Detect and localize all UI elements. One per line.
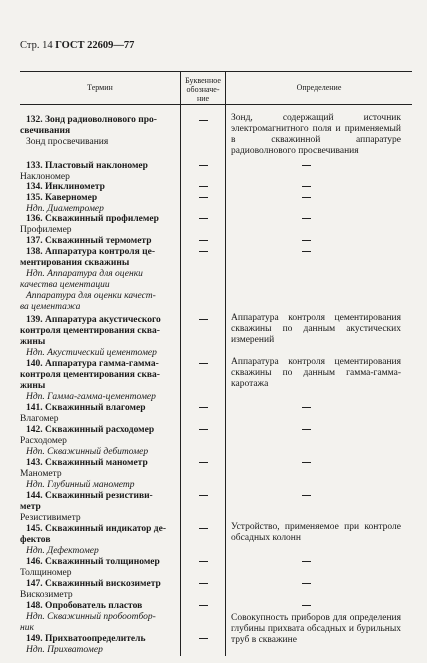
table-top-border (20, 71, 412, 72)
standard-code: ГОСТ 22609—77 (55, 40, 135, 51)
term-title: 147. Скважинный вискозиметр (26, 579, 161, 589)
letter-dash (199, 363, 208, 364)
letter-dash (199, 407, 208, 408)
term-deprecated: ник (20, 623, 34, 633)
term-title: 134. Инклинометр (26, 182, 105, 192)
term-title: 149. Прихватоопределитель (26, 634, 146, 644)
term-synonym: Зонд просвечивания (26, 137, 109, 147)
term-synonym: Манометр (20, 469, 62, 479)
definition-dash (302, 251, 311, 252)
term-synonym: Толщиномер (20, 568, 72, 578)
term-title: 137. Скважинный термометр (26, 236, 152, 246)
column-divider-left (180, 71, 181, 656)
definition-dash (302, 186, 311, 187)
definition-dash (302, 218, 311, 219)
term-deprecated: Ндп. Аппаратура для оценки (26, 269, 143, 279)
column-header-letter-line: Буквенное (185, 76, 221, 85)
term-title: свечивания (20, 126, 71, 136)
letter-dash (199, 583, 208, 584)
column-header-letter-line: обозначе- (186, 85, 220, 94)
table-header-border (20, 104, 412, 105)
letter-dash (199, 638, 208, 639)
term-title: фектов (20, 535, 51, 545)
term-deprecated: Ндп. Акустический цементомер (26, 348, 157, 358)
term-deprecated: Ндп. Гамма-гамма-цементомер (26, 392, 156, 402)
term-deprecated: качества цементации (20, 280, 110, 290)
definition-text: Аппаратура контроля цементирования скважины по данным акустических измерений (231, 313, 401, 345)
term-synonym: Профилемер (20, 225, 72, 235)
term-title: 144. Скважинный резистиви- (26, 491, 153, 501)
definition-dash (302, 197, 311, 198)
letter-dash (199, 218, 208, 219)
column-divider-right (225, 71, 226, 656)
term-deprecated: Ндп. Дефектомер (26, 546, 99, 556)
term-title: 146. Скважинный толщиномер (26, 557, 160, 567)
letter-dash (199, 605, 208, 606)
term-title: 136. Скважинный профилемер (26, 214, 159, 224)
term-title: 143. Скважинный манометр (26, 458, 148, 468)
column-header-definition: Определение (296, 83, 342, 92)
column-header-term: Термин (87, 83, 113, 92)
term-title: 139. Аппаратура акустического (26, 315, 161, 325)
letter-dash (199, 319, 208, 320)
definition-dash (302, 165, 311, 166)
letter-dash (199, 495, 208, 496)
term-title: жины (20, 381, 46, 391)
term-synonym: Резистивиметр (20, 513, 81, 523)
term-title: 140. Аппаратура гамма-гамма- (26, 359, 159, 369)
letter-dash (199, 197, 208, 198)
definition-dash (302, 605, 311, 606)
letter-dash (199, 186, 208, 187)
term-deprecated: Ндп. Прихватомер (26, 645, 103, 655)
term-synonym: Расходомер (20, 436, 67, 446)
term-title: 132. Зонд радиоволнового про- (26, 115, 157, 125)
letter-dash (199, 561, 208, 562)
definition-dash (302, 462, 311, 463)
definition-dash (302, 495, 311, 496)
term-title: контроля цементирования сква- (20, 370, 160, 380)
letter-dash (199, 240, 208, 241)
definition-dash (302, 429, 311, 430)
letter-dash (199, 429, 208, 430)
column-header-letter (181, 76, 225, 103)
term-deprecated: Ндп. Скважинный дебитомер (26, 447, 149, 457)
term-deprecated: Ндп. Скважинный пробоотбор- (26, 612, 156, 622)
definition-dash (302, 240, 311, 241)
definition-text: Зонд, содержащий источник электромагнитного поля и применяемый в скважинной аппаратуре радиоволнового просвечивания (231, 113, 401, 156)
term-title: метр (20, 502, 41, 512)
term-title: 133. Пластовый наклономер (26, 161, 148, 171)
term-synonym: Влагомер (20, 414, 59, 424)
term-title: 142. Скважинный расходомер (26, 425, 155, 435)
term-title: ментирования скважины (20, 258, 130, 268)
definition-dash (302, 407, 311, 408)
definition-dash (302, 583, 311, 584)
definition-dash (302, 561, 311, 562)
term-title: контроля цементирования сква- (20, 326, 160, 336)
term-title: 145. Скважинный индикатор де- (26, 524, 166, 534)
page-header (20, 40, 134, 51)
definition-text: Устройство, применяемое при контроле обсадных колонн (231, 522, 401, 543)
column-header-letter-line: ние (196, 94, 210, 103)
definition-text: Аппаратура контроля цементирования скважины по данным гамма-гамма-каротажа (231, 357, 401, 389)
page-number: Стр. 14 (20, 40, 53, 51)
term-synonym: Наклономер (20, 172, 70, 182)
letter-dash (199, 165, 208, 166)
term-deprecated: Ндп. Диаметромер (26, 204, 104, 214)
letter-dash (199, 120, 208, 121)
term-title: 148. Опробователь пластов (26, 601, 143, 611)
letter-dash (199, 462, 208, 463)
term-title: 138. Аппаратура контроля це- (26, 247, 156, 257)
term-synonym: Вискозиметр (20, 590, 73, 600)
term-deprecated: ва цементажа (20, 302, 81, 312)
term-deprecated: Ндп. Глубинный манометр (26, 480, 135, 490)
letter-dash (199, 528, 208, 529)
term-title: 135. Каверномер (26, 193, 98, 203)
letter-dash (199, 251, 208, 252)
term-title: 141. Скважинный влагомер (26, 403, 146, 413)
term-title: жины (20, 337, 46, 347)
term-deprecated: Аппаратура для оценки качест- (26, 291, 156, 301)
definition-text: Совокупность приборов для определения глубины прихвата обсадных и бурильных труб в скважине (231, 613, 401, 645)
